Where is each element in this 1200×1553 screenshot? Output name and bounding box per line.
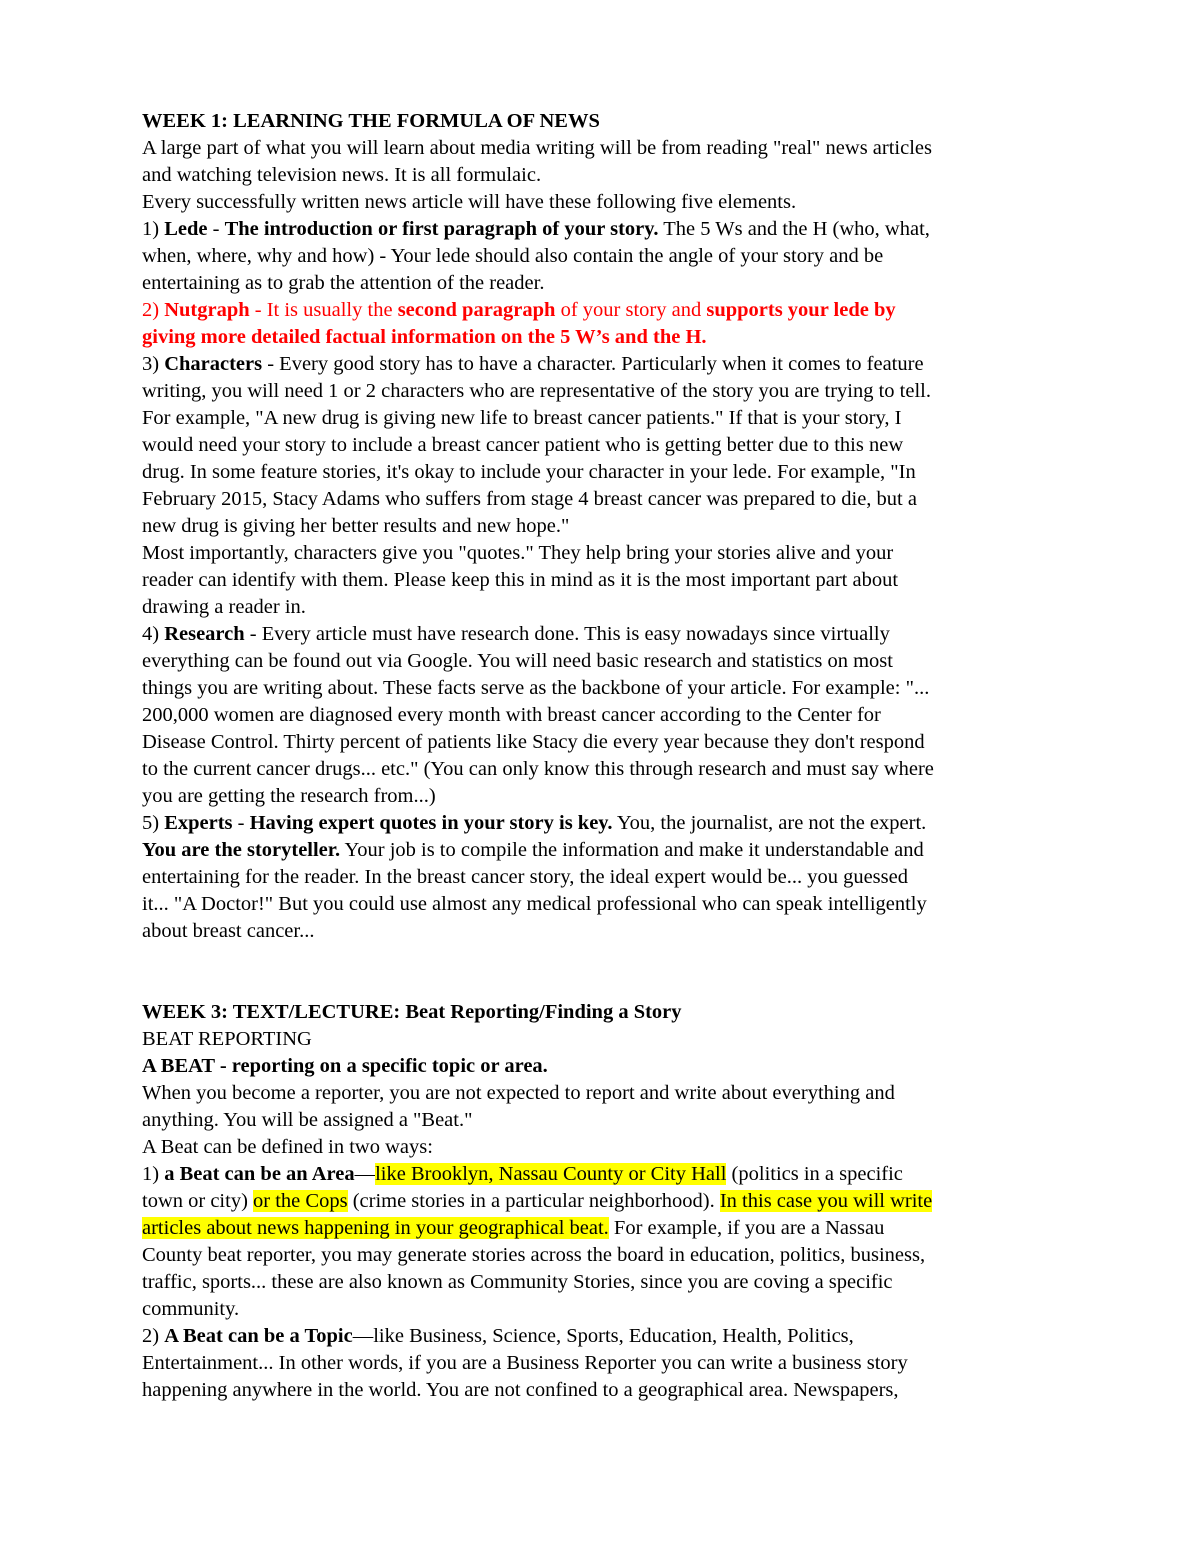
highlighted-text: like Brooklyn, Nassau County or City Hall	[375, 1163, 727, 1185]
beat-topic-line: 2) A Beat can be a Topic—like Business, Science, Sports, Education, Health, Politics,	[142, 1325, 854, 1347]
nutgraph-line: giving more detailed factual information on the 5 W’s and the H.	[142, 326, 707, 348]
characters-line: reader can identify with them. Please keep this in mind as it is the most important part about	[142, 569, 899, 591]
characters-line: February 2015, Stacy Adams who suffers from stage 4 breast cancer was prepared to die, but a	[142, 488, 917, 510]
experts-line: about breast cancer...	[142, 920, 315, 942]
experts-line: entertaining for the reader. In the breast cancer story, the ideal expert would be... you guessed	[142, 866, 908, 888]
beat-area-line: community.	[142, 1298, 240, 1320]
week3-intro-line: When you become a reporter, you are not expected to report and write about everything and	[142, 1082, 895, 1104]
characters-line: Most importantly, characters give you "quotes." They help bring your stories alive and your	[142, 542, 894, 564]
week1-intro-line: A large part of what you will learn about media writing will be from reading "real" news articles	[142, 137, 932, 159]
beat-area-line: traffic, sports... these are also known as Community Stories, since you are coving a specific	[142, 1271, 893, 1293]
research-line: you are getting the research from...)	[142, 785, 436, 807]
beat-topic-line: Entertainment... In other words, if you are a Business Reporter you can write a business story	[142, 1352, 908, 1374]
characters-line: writing, you will need 1 or 2 characters who are representative of the story you are trying to tell.	[142, 380, 931, 402]
highlighted-text: In this case you will write	[719, 1190, 933, 1212]
week3-title: WEEK 3: TEXT/LECTURE: Beat Reporting/Finding a Story	[142, 1001, 682, 1023]
week3-subtitle: BEAT REPORTING	[142, 1028, 312, 1050]
beat-area-line: County beat reporter, you may generate stories across the board in education, politics, business,	[142, 1244, 926, 1266]
experts-line: You are the storyteller. Your job is to compile the information and make it understandable and	[142, 839, 924, 861]
characters-line: For example, "A new drug is giving new life to breast cancer patients." If that is your story, I	[142, 407, 902, 429]
characters-line: would need your story to include a breast cancer patient who is getting better due to this new	[142, 434, 904, 456]
beat-definition: A BEAT - reporting on a specific topic or area.	[142, 1055, 548, 1077]
week1-intro-line: Every successfully written news article will have these following five elements.	[142, 191, 797, 213]
research-line: things you are writing about. These facts serve as the backbone of your article. For example: "...	[142, 677, 930, 699]
highlighted-text: articles about news happening in your geographical beat.	[142, 1217, 609, 1239]
lede-line: entertaining as to grab the attention of the reader.	[142, 272, 545, 294]
experts-line: it... "A Doctor!" But you could use almost any medical professional who can speak intelligently	[142, 893, 927, 915]
research-line: to the current cancer drugs... etc." (You can only know this through research and must say where	[142, 758, 934, 780]
week3-intro-line: A Beat can be defined in two ways:	[142, 1136, 433, 1158]
characters-line: 3) Characters - Every good story has to have a character. Particularly when it comes to feature	[142, 353, 924, 375]
highlighted-text: or the Cops	[253, 1190, 348, 1212]
experts-line: 5) Experts - Having expert quotes in your story is key. You, the journalist, are not the expert.	[142, 812, 927, 834]
lede-line: when, where, why and how) - Your lede should also contain the angle of your story and be	[142, 245, 884, 267]
beat-area-line: town or city) or the Cops (crime stories in a particular neighborhood). In this case you will write	[142, 1190, 933, 1212]
document-page	[142, 108, 1072, 1404]
lede-line: 1) Lede - The introduction or first paragraph of your story. The 5 Ws and the H (who, what,	[142, 218, 930, 240]
research-line: everything can be found out via Google. You will need basic research and statistics on most	[142, 650, 893, 672]
nutgraph-line: 2) Nutgraph - It is usually the second paragraph of your story and supports your lede by	[142, 299, 896, 321]
week1-title: WEEK 1: LEARNING THE FORMULA OF NEWS	[142, 110, 600, 132]
section-spacer	[142, 945, 1072, 999]
beat-area-line: 1) a Beat can be an Area—like Brooklyn, Nassau County or City Hall (politics in a specific	[142, 1163, 903, 1185]
beat-topic-line: happening anywhere in the world. You are not confined to a geographical area. Newspapers,	[142, 1379, 899, 1401]
characters-line: new drug is giving her better results and new hope."	[142, 515, 570, 537]
characters-line: drawing a reader in.	[142, 596, 306, 618]
research-line: 4) Research - Every article must have research done. This is easy nowadays since virtually	[142, 623, 890, 645]
characters-line: drug. In some feature stories, it's okay to include your character in your lede. For example, "In	[142, 461, 916, 483]
week3-intro-line: anything. You will be assigned a "Beat."	[142, 1109, 473, 1131]
research-line: 200,000 women are diagnosed every month with breast cancer according to the Center for	[142, 704, 881, 726]
beat-area-line: articles about news happening in your geographical beat. For example, if you are a Nassau	[142, 1217, 885, 1239]
week1-intro-line: and watching television news. It is all formulaic.	[142, 164, 542, 186]
research-line: Disease Control. Thirty percent of patients like Stacy die every year because they don't respond	[142, 731, 925, 753]
